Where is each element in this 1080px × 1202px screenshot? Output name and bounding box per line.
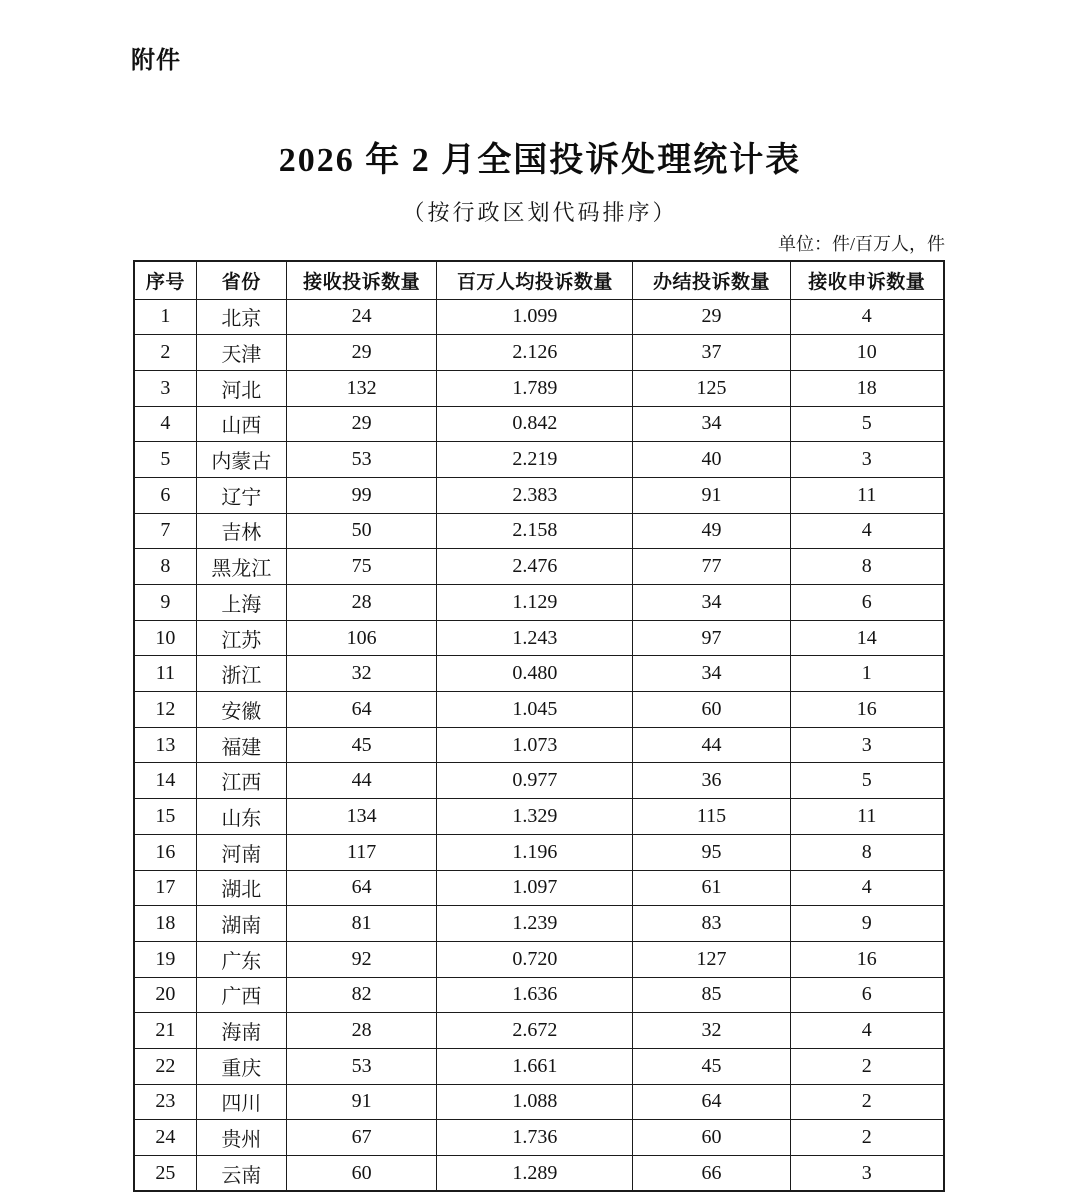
table-cell: 82 xyxy=(286,977,437,1013)
table-cell: 44 xyxy=(286,763,437,799)
table-cell: 53 xyxy=(286,1048,437,1084)
table-row xyxy=(134,549,944,585)
table-row xyxy=(134,941,944,977)
table-cell: 5 xyxy=(790,763,944,799)
table-cell: 60 xyxy=(286,1156,437,1192)
table-cell: 32 xyxy=(633,1013,790,1049)
table-cell: 0.480 xyxy=(437,656,633,692)
table-cell: 91 xyxy=(286,1084,437,1120)
table-cell: 1.073 xyxy=(437,727,633,763)
table-cell: 9 xyxy=(790,906,944,942)
table-cell: 66 xyxy=(633,1156,790,1192)
table-cell: 3 xyxy=(790,727,944,763)
table-cell: 97 xyxy=(633,620,790,656)
table-cell: 40 xyxy=(633,442,790,478)
table-cell: 1.736 xyxy=(437,1120,633,1156)
table-cell: 1 xyxy=(790,656,944,692)
table-cell: 1.088 xyxy=(437,1084,633,1120)
table-row xyxy=(134,870,944,906)
table-cell: 10 xyxy=(134,620,196,656)
table-cell: 16 xyxy=(790,692,944,728)
table-cell: 106 xyxy=(286,620,437,656)
table-row xyxy=(134,763,944,799)
table-cell: 132 xyxy=(286,370,437,406)
table-cell: 81 xyxy=(286,906,437,942)
table-cell: 44 xyxy=(633,727,790,763)
table-cell: 2 xyxy=(790,1120,944,1156)
table-row xyxy=(134,906,944,942)
table-row xyxy=(134,370,944,406)
header-cell: 百万人均投诉数量 xyxy=(437,261,633,299)
table-cell: 5 xyxy=(134,442,196,478)
table-cell: 内蒙古 xyxy=(196,442,286,478)
table-cell: 福建 xyxy=(196,727,286,763)
table-cell: 10 xyxy=(790,335,944,371)
page-title: 2026 年 2 月全国投诉处理统计表 xyxy=(278,142,802,179)
table-cell: 49 xyxy=(633,513,790,549)
table-cell: 60 xyxy=(633,1120,790,1156)
table-cell: 36 xyxy=(633,763,790,799)
table-cell: 18 xyxy=(790,370,944,406)
table-cell: 127 xyxy=(633,941,790,977)
table-cell: 34 xyxy=(633,656,790,692)
table-cell: 1.097 xyxy=(437,870,633,906)
table-cell: 24 xyxy=(134,1120,196,1156)
header-cell: 序号 xyxy=(134,261,196,299)
table-cell: 19 xyxy=(134,941,196,977)
table-cell: 2.476 xyxy=(437,549,633,585)
table-row xyxy=(134,299,944,335)
table-cell: 2.219 xyxy=(437,442,633,478)
table-cell: 2 xyxy=(790,1048,944,1084)
table-cell: 20 xyxy=(134,977,196,1013)
table-cell: 24 xyxy=(286,299,437,335)
table-cell: 0.720 xyxy=(437,941,633,977)
table-cell: 61 xyxy=(633,870,790,906)
table-cell: 64 xyxy=(286,692,437,728)
table-cell: 45 xyxy=(633,1048,790,1084)
table-row xyxy=(134,1048,944,1084)
table-cell: 0.977 xyxy=(437,763,633,799)
table-cell: 6 xyxy=(790,977,944,1013)
table-cell: 天津 xyxy=(196,335,286,371)
table-cell: 安徽 xyxy=(196,692,286,728)
table-cell: 1.661 xyxy=(437,1048,633,1084)
table-cell: 1.239 xyxy=(437,906,633,942)
table-cell: 8 xyxy=(790,834,944,870)
table-row xyxy=(134,656,944,692)
table-row xyxy=(134,442,944,478)
table-cell: 江苏 xyxy=(196,620,286,656)
table-row xyxy=(134,585,944,621)
table-cell: 67 xyxy=(286,1120,437,1156)
table-cell: 2 xyxy=(134,335,196,371)
header-cell: 接收申诉数量 xyxy=(790,261,944,299)
table-cell: 6 xyxy=(790,585,944,621)
table-cell: 14 xyxy=(134,763,196,799)
table-cell: 湖南 xyxy=(196,906,286,942)
table-cell: 8 xyxy=(790,549,944,585)
table-cell: 2.126 xyxy=(437,335,633,371)
table-cell: 0.842 xyxy=(437,406,633,442)
table-cell: 辽宁 xyxy=(196,477,286,513)
table-row xyxy=(134,1013,944,1049)
page-subtitle: （按行政区划代码排序） xyxy=(402,200,678,225)
table-cell: 江西 xyxy=(196,763,286,799)
table-cell: 95 xyxy=(633,834,790,870)
table-cell: 16 xyxy=(134,834,196,870)
table-cell: 4 xyxy=(134,406,196,442)
table-cell: 18 xyxy=(134,906,196,942)
table-cell: 17 xyxy=(134,870,196,906)
table-cell: 11 xyxy=(790,477,944,513)
table-cell: 2.672 xyxy=(437,1013,633,1049)
table-cell: 7 xyxy=(134,513,196,549)
table-cell: 4 xyxy=(790,513,944,549)
table-cell: 16 xyxy=(790,941,944,977)
table-row xyxy=(134,799,944,835)
table-cell: 83 xyxy=(633,906,790,942)
table-cell: 64 xyxy=(286,870,437,906)
table-cell: 9 xyxy=(134,585,196,621)
table-cell: 重庆 xyxy=(196,1048,286,1084)
table-cell: 广西 xyxy=(196,977,286,1013)
table-cell: 河南 xyxy=(196,834,286,870)
table-row xyxy=(134,692,944,728)
table-cell: 14 xyxy=(790,620,944,656)
table-cell: 四川 xyxy=(196,1084,286,1120)
table-cell: 1.289 xyxy=(437,1156,633,1192)
table-cell: 99 xyxy=(286,477,437,513)
header-cell: 办结投诉数量 xyxy=(633,261,790,299)
table-row xyxy=(134,1120,944,1156)
table-cell: 23 xyxy=(134,1084,196,1120)
table-cell: 1.243 xyxy=(437,620,633,656)
table-cell: 3 xyxy=(134,370,196,406)
stats-table xyxy=(133,260,945,1192)
table-cell: 1.329 xyxy=(437,799,633,835)
table-row xyxy=(134,335,944,371)
table-cell: 浙江 xyxy=(196,656,286,692)
table-cell: 3 xyxy=(790,1156,944,1192)
table-cell: 75 xyxy=(286,549,437,585)
table-cell: 115 xyxy=(633,799,790,835)
table-cell: 91 xyxy=(633,477,790,513)
table-cell: 贵州 xyxy=(196,1120,286,1156)
table-cell: 4 xyxy=(790,299,944,335)
unit-note: 单位：件/百万人，件 xyxy=(777,234,945,254)
table-cell: 11 xyxy=(134,656,196,692)
table-row xyxy=(134,477,944,513)
table-cell: 12 xyxy=(134,692,196,728)
table-cell: 山东 xyxy=(196,799,286,835)
table-cell: 60 xyxy=(633,692,790,728)
table-cell: 1.045 xyxy=(437,692,633,728)
table-cell: 1 xyxy=(134,299,196,335)
table-cell: 河北 xyxy=(196,370,286,406)
table-cell: 海南 xyxy=(196,1013,286,1049)
table-cell: 77 xyxy=(633,549,790,585)
table-cell: 22 xyxy=(134,1048,196,1084)
table-cell: 117 xyxy=(286,834,437,870)
table-row xyxy=(134,406,944,442)
table-cell: 29 xyxy=(286,335,437,371)
table-cell: 5 xyxy=(790,406,944,442)
table-cell: 黑龙江 xyxy=(196,549,286,585)
table-cell: 34 xyxy=(633,406,790,442)
table-cell: 134 xyxy=(286,799,437,835)
table-row xyxy=(134,977,944,1013)
table-cell: 1.196 xyxy=(437,834,633,870)
stats-table-body xyxy=(134,299,944,1191)
table-cell: 4 xyxy=(790,870,944,906)
table-cell: 3 xyxy=(790,442,944,478)
table-cell: 11 xyxy=(790,799,944,835)
table-cell: 4 xyxy=(790,1013,944,1049)
header-cell: 省份 xyxy=(196,261,286,299)
table-cell: 15 xyxy=(134,799,196,835)
table-cell: 吉林 xyxy=(196,513,286,549)
table-row xyxy=(134,727,944,763)
table-cell: 北京 xyxy=(196,299,286,335)
table-cell: 34 xyxy=(633,585,790,621)
table-cell: 6 xyxy=(134,477,196,513)
table-cell: 64 xyxy=(633,1084,790,1120)
table-cell: 29 xyxy=(633,299,790,335)
table-row xyxy=(134,834,944,870)
stats-table-head xyxy=(134,261,944,299)
table-cell: 85 xyxy=(633,977,790,1013)
table-cell: 上海 xyxy=(196,585,286,621)
table-cell: 云南 xyxy=(196,1156,286,1192)
table-row xyxy=(134,513,944,549)
table-row xyxy=(134,620,944,656)
table-cell: 50 xyxy=(286,513,437,549)
table-cell: 28 xyxy=(286,1013,437,1049)
table-row xyxy=(134,1084,944,1120)
table-cell: 2 xyxy=(790,1084,944,1120)
table-cell: 1.099 xyxy=(437,299,633,335)
table-cell: 13 xyxy=(134,727,196,763)
table-cell: 28 xyxy=(286,585,437,621)
table-cell: 8 xyxy=(134,549,196,585)
table-cell: 25 xyxy=(134,1156,196,1192)
table-cell: 29 xyxy=(286,406,437,442)
table-cell: 45 xyxy=(286,727,437,763)
table-cell: 1.636 xyxy=(437,977,633,1013)
header-row xyxy=(134,261,944,299)
table-cell: 53 xyxy=(286,442,437,478)
table-cell: 湖北 xyxy=(196,870,286,906)
table-cell: 37 xyxy=(633,335,790,371)
table-cell: 1.789 xyxy=(437,370,633,406)
table-cell: 山西 xyxy=(196,406,286,442)
table-cell: 2.383 xyxy=(437,477,633,513)
attachment-label: 附件 xyxy=(131,47,181,74)
table-cell: 32 xyxy=(286,656,437,692)
table-cell: 1.129 xyxy=(437,585,633,621)
table-cell: 2.158 xyxy=(437,513,633,549)
table-row xyxy=(134,1156,944,1192)
table-cell: 21 xyxy=(134,1013,196,1049)
header-cell: 接收投诉数量 xyxy=(286,261,437,299)
table-cell: 92 xyxy=(286,941,437,977)
table-cell: 广东 xyxy=(196,941,286,977)
table-cell: 125 xyxy=(633,370,790,406)
